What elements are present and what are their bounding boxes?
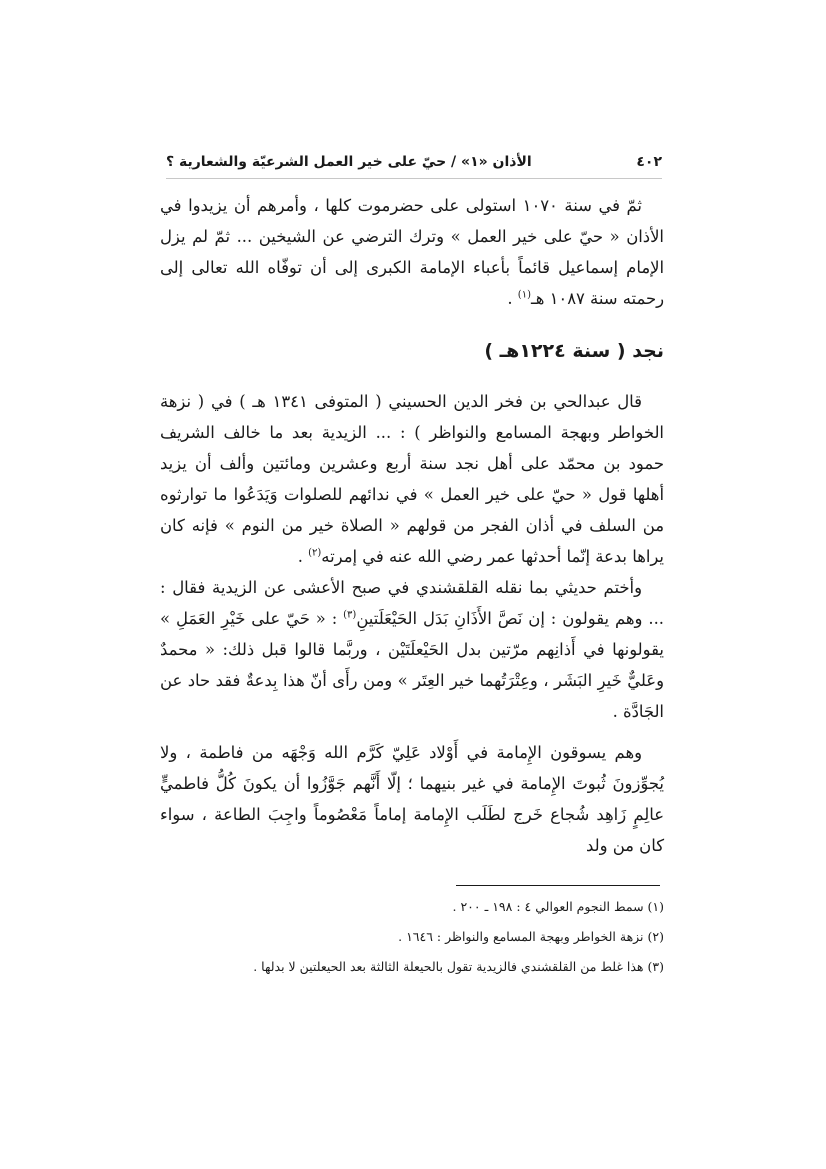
running-header	[166, 150, 662, 174]
footnote-ref-1: (١)	[517, 289, 531, 301]
running-title: الأذان «١» / حيّ على خير العمل الشرعيّة والشعارية ؟	[166, 154, 532, 170]
paragraph-text: وأختم حديثي بما نقله القلقشندي في صبح الأعشى عن الزيدية فقال : ... وهم يقولون : إن نَصَّ الأَذَانِ بَدَل الحَيْعَلَتينِ	[160, 578, 664, 628]
paragraph-hadramawt	[160, 190, 664, 314]
paragraph-end: .	[507, 289, 518, 308]
page-number: ٤٠٢	[636, 154, 662, 170]
paragraph-imamate	[160, 737, 664, 861]
footnote-3: (٣) هذا غلط من القلقشندي فالزيدية تقول بالحيعلة الثالثة بعد الحيعلتين لا بدلها .	[253, 959, 664, 974]
paragraph-qalqashandi	[160, 572, 664, 727]
paragraph-text: ثمّ في سنة ١٠٧٠ استولى على حضرموت كلها ، وأمرهم أن يزيدوا في الأذان « حيّ على خير العمل » وترك الترضي عن الشيخين ... ثمّ لم يزل الإمام إسماعيل قائماً بأعباء الإمامة الكبرى إلى أن توفّاه الله تعالى إلى رحمته سنة ١٠٨٧ هـ	[160, 196, 664, 308]
footnote-ref-2: (٢)	[308, 547, 322, 559]
paragraph-nuzhat	[160, 386, 664, 572]
footnote-1: (١) سمط النجوم العوالي ٤ : ١٩٨ ـ ٢٠٠ .	[452, 899, 664, 914]
paragraph-text: قال عبدالحي بن فخر الدين الحسيني ( المتوفى ١٣٤١ هـ ) في ( نزهة الخواطر وبهجة المسامع والنواظر ) : ... الزيدية بعد ما خالف الشريف حمود بن محمّد على أهل نجد سنة أربع وعشرين ومائتين وألف أن يزيد أهلها قول « حيّ على خير العمل » في ندائهم للصلوات وَيَدَعُوا ما توارثوه من السلف في أذان الفجر من قولهم « الصلاة خير من النوم » فإنه كان يراها بدعة إنّما أحدثها عمر رضي الله عنه في إمرته	[160, 392, 664, 566]
header-divider	[166, 178, 662, 179]
footnote-ref-3: (٣)	[343, 609, 357, 621]
footnote-divider	[456, 885, 660, 886]
main-text	[160, 190, 664, 861]
footnote-2: (٢) نزهة الخواطر وبهجة المسامع والنواظر : ١٦٤٦ .	[398, 929, 664, 944]
footnotes	[160, 892, 664, 982]
paragraph-text-continued: : « حَيّ على خَيْرِ العَمَلِ » يقولونها في أَذانِهم مرّتين بدل الحَيْعلَتَيْن ، وربَّما قالوا قبل ذلك: « محمدٌ وعَليٌّ خَيرِ البَشَر ، وعِتْرَتُهما خير العِتَر » ومن رأَى أنّ هذا بِدعةٌ فقد حاد عن الجَادَّة .	[160, 609, 664, 721]
paragraph-end: .	[297, 547, 309, 566]
section-heading-najd: نجد ( سنة ١٢٢٤هـ )	[484, 340, 664, 362]
paragraph-text: وهم يسوقون الإِمامة في أَوْلاد عَلِيّ كَرَّم الله وَجْهَه من فاطمة ، ولا يُجوِّزونَ ثُبوتَ الإِمامة في غير بنيهما ؛ إلّا أَنَّهم جَوَّزُوا أن يكونَ كُلُّ فاطميٍّ عالِمٍ زَاهِد شُجاع خَرج لطَلَب الإِمامة إماماً مَعْصُوماً واجِبَ الطاعة ، سواء كان من ولد	[160, 743, 664, 855]
